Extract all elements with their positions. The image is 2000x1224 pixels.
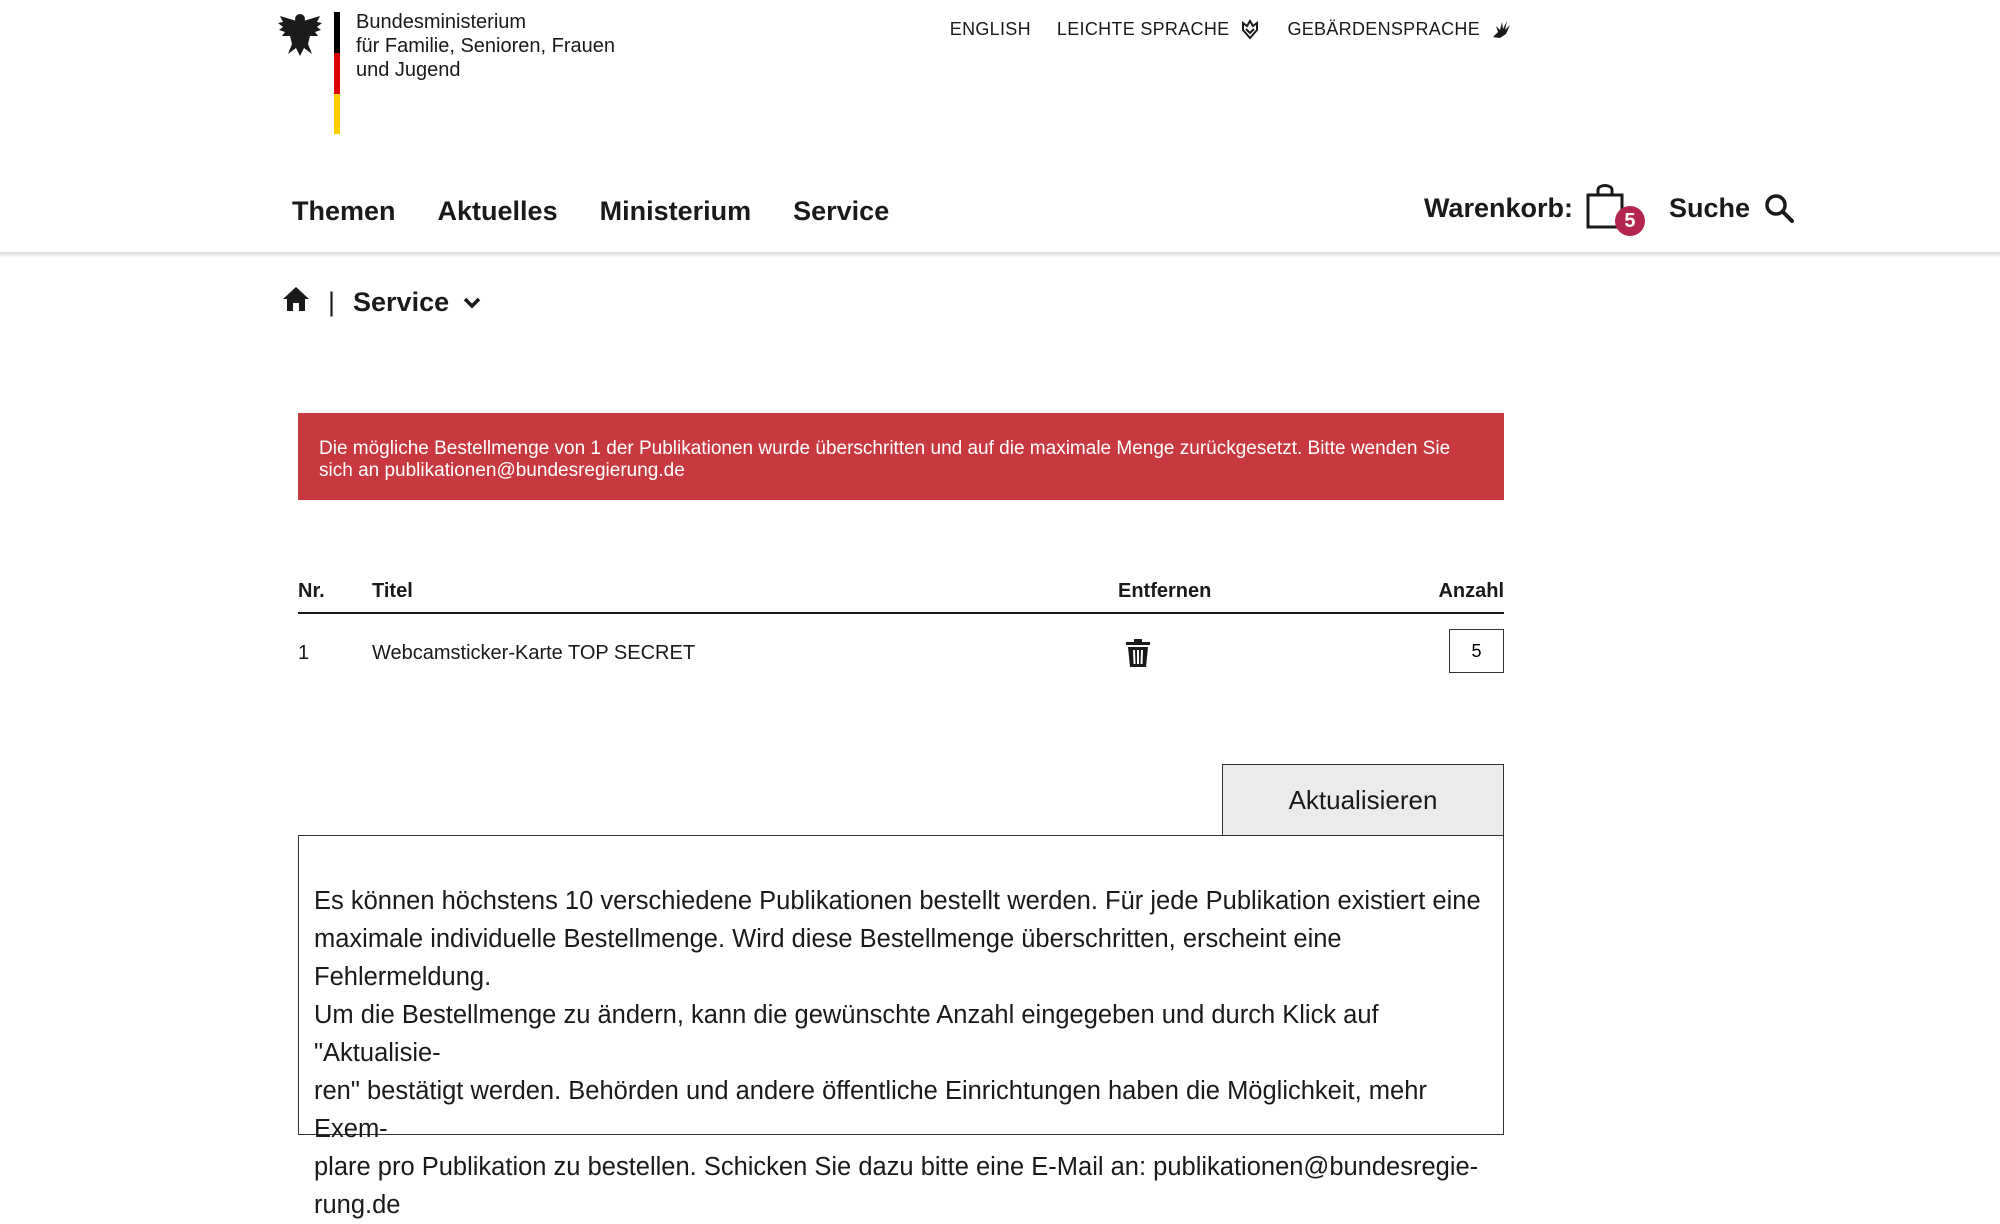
quantity-input[interactable] bbox=[1449, 629, 1504, 673]
column-header-title: Titel bbox=[372, 580, 413, 602]
trash-icon[interactable] bbox=[1124, 638, 1152, 668]
nav-item-ministerium[interactable]: Ministerium bbox=[599, 196, 752, 226]
cart-label: Warenkorb: bbox=[1423, 192, 1573, 223]
english-link[interactable] bbox=[950, 18, 1031, 40]
easy-language-link-label: LEICHTE SPRACHE bbox=[1056, 18, 1230, 39]
nav-item-aktuelles[interactable]: Aktuelles bbox=[437, 196, 558, 226]
easy-language-link[interactable] bbox=[1057, 18, 1262, 40]
row-title: Webcamsticker-Karte TOP SECRET bbox=[372, 642, 696, 664]
breadcrumb-current-label: Service bbox=[353, 287, 450, 317]
table-header-divider bbox=[298, 612, 1504, 614]
home-icon bbox=[282, 286, 310, 312]
column-header-nr: Nr. bbox=[298, 580, 325, 602]
update-button[interactable]: Aktualisieren bbox=[1222, 764, 1504, 836]
easy-language-icon bbox=[1239, 18, 1261, 40]
sign-language-icon bbox=[1490, 18, 1512, 40]
error-alert: Die mögliche Bestellmenge von 1 der Publikationen wurde überschritten und auf die maximale Menge zurückgesetzt. Bitte wenden Sie sich an publikationen@bundesregierung.de bbox=[298, 413, 1504, 500]
sign-language-link-label: GEBÄRDENSPRACHE bbox=[1287, 18, 1480, 39]
main-navigation bbox=[292, 196, 889, 227]
sign-language-link[interactable] bbox=[1287, 18, 1512, 40]
english-link-label: ENGLISH bbox=[949, 18, 1031, 39]
ministry-name-line-2: für Familie, Senioren, Frauen bbox=[356, 35, 616, 57]
info-box bbox=[298, 835, 1504, 1219]
breadcrumb bbox=[282, 286, 481, 319]
cart-count-badge: 5 bbox=[1615, 206, 1645, 236]
ministry-name bbox=[356, 10, 615, 82]
breadcrumb-current-dropdown[interactable] bbox=[353, 287, 481, 318]
breadcrumb-separator: | bbox=[328, 287, 336, 317]
chevron-down-icon bbox=[463, 297, 481, 309]
info-text: Es können höchstens 10 verschiedene Publikationen bestellt werden. Für jede Publikation existiert eine maximale individuelle Bestellmenge. Wird diese Bestellmenge überschritten, erscheint eine Fehlermeldung. Um die Bestellmenge zu ändern, kann die gewünschte Anzahl eingegeben und durch Klick auf "Aktualisie- ren" bestätigt werden. Behörden und andere öffentliche Einrichtungen haben die Möglichkeit, mehr Exem- plare pro Publikation zu bestellen. Schicken Sie dazu bitte eine E-Mail an: publikationen@bundesregie- rung.de bbox=[314, 887, 1481, 1219]
nav-item-themen[interactable]: Themen bbox=[292, 196, 396, 226]
search-icon bbox=[1764, 193, 1794, 223]
cart-button[interactable] bbox=[1585, 180, 1639, 236]
ministry-logo[interactable] bbox=[276, 10, 616, 140]
ministry-name-line-3: und Jugend bbox=[356, 59, 461, 81]
ministry-name-line-1: Bundesministerium bbox=[356, 11, 527, 33]
column-header-remove: Entfernen bbox=[1118, 580, 1212, 602]
row-number: 1 bbox=[298, 642, 310, 664]
column-header-quantity: Anzahl bbox=[1438, 580, 1504, 602]
language-links bbox=[950, 18, 1512, 40]
federal-eagle-icon bbox=[276, 10, 324, 58]
header-actions bbox=[1424, 180, 1794, 236]
header-divider bbox=[0, 252, 2000, 258]
home-link[interactable] bbox=[282, 286, 310, 319]
nav-item-service[interactable]: Service bbox=[793, 196, 890, 226]
flag-bar bbox=[334, 12, 340, 134]
search-label: Suche bbox=[1668, 192, 1750, 223]
search-button[interactable] bbox=[1669, 193, 1794, 224]
